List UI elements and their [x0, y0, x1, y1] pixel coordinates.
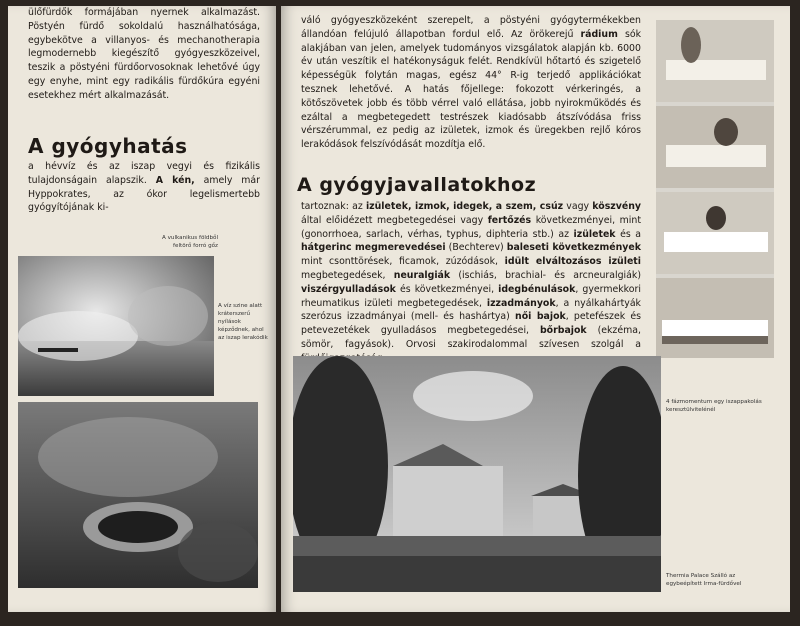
radium-paragraph: váló gyógyeszközeként szerepelt, a pöstyéni gyógytermékekben állandóan felújuló állapotban fordul elő. Az örökerejű rádium sók alakjában van jelen, amelyek tudományos vizsgálatok alapján kb. 6000 év után veszítik el hatékonyságuk felét. Rendkívül hőtartó és szigetelő képességük folytán magas, egész 44° R-ig terjedő applikációkat tesznek lehetővé. A hatás főjellege: fokozott vérkeringés, a kötőszövetek jobb és több vérrel való ellátása, jobb nyirokműködés és ezáltal a megbetegedett testrészek kiadósabb átszívódása friss vérszérummal, ez pedig az izületek, izmok és üregekben rejlő kóros lerakódások felszívódását mozdítja elő. — [301, 15, 641, 151]
section-heading-gyogyjavallatok: A gyógyjavallatokhoz — [297, 174, 537, 196]
caption-volcanic-steam: A vulkanikus földből feltörő forró gőz — [161, 235, 218, 249]
left-page — [8, 6, 276, 612]
gyogyhatas-paragraph: a hévvíz és az iszap vegyi és fizikális tulajdonságain alapszik. A kén, amely már Hyppokrates, az ókor legelismertebb gyógyítójának ki- — [28, 161, 260, 214]
photo-mud-pack-treatment-sequence — [656, 20, 774, 358]
caption-crater: A víz szine alatt kráterszerű nyílások képződnek, ahol az iszap lerakódik — [218, 303, 268, 341]
photo-thermia-palace-hotel — [293, 356, 661, 592]
caption-thermia-palace: Thermia Palace Szálló az egybeépített Irma-fürdővel — [666, 573, 742, 587]
indications-paragraph: tartoznak: az izületek, izmok, idegek, a szem, csúz vagy köszvény által előidézett megbetegedései vagy fertőzés következményei, mint (gonorrhoea, sarlach, vérhas, typhus, diphteria stb.) az izületek és a hátgerinc megmerevedései (Bechterev) baleseti következmények mint csonttörések, ficamok, zúzódások, idült elváltozásos izületi megbetegedések, neuralgiák (ischiás, brachial- és arcneuralgiák) viszérgyulladások és következményei, idegbénulások, gyermekkori rheumatikus izületi megbetegedések, izzadmányok, a nyálkahártyák szerózus izzadmányai (mell- és hashártya) női bajok, petefészek és petevezetékek gyulladásos megbetegedései, bőrbajok (ekzéma, sömör, fagyások). Orvosi szakirodalommal szívesen szolgál a — [301, 201, 642, 350]
right-page — [281, 6, 790, 612]
intro-paragraph: ülőfürdők formájában nyernek alkalmazást. Pöstyén fürdő sokoldalú használhatósága, egybekötve a villanyos- és mechanotherapia legmodernebb kiegészítő gyógyeszközeivel, teszik a pöstyéni fürdőorvosoknak lehetővé úgy egy enyhe, mint egy radikális fürdőkúra egyéni esetekhez mért alkalmazását. — [28, 7, 260, 101]
photo-mud-crater — [18, 402, 258, 588]
photo-steam-field — [18, 256, 214, 396]
section-heading-gyogyhatas: A gyógyhatás — [28, 134, 188, 158]
caption-treatment-sequence: 4 fázmomentum egy iszappakolás keresztülvitelénél — [666, 399, 762, 413]
